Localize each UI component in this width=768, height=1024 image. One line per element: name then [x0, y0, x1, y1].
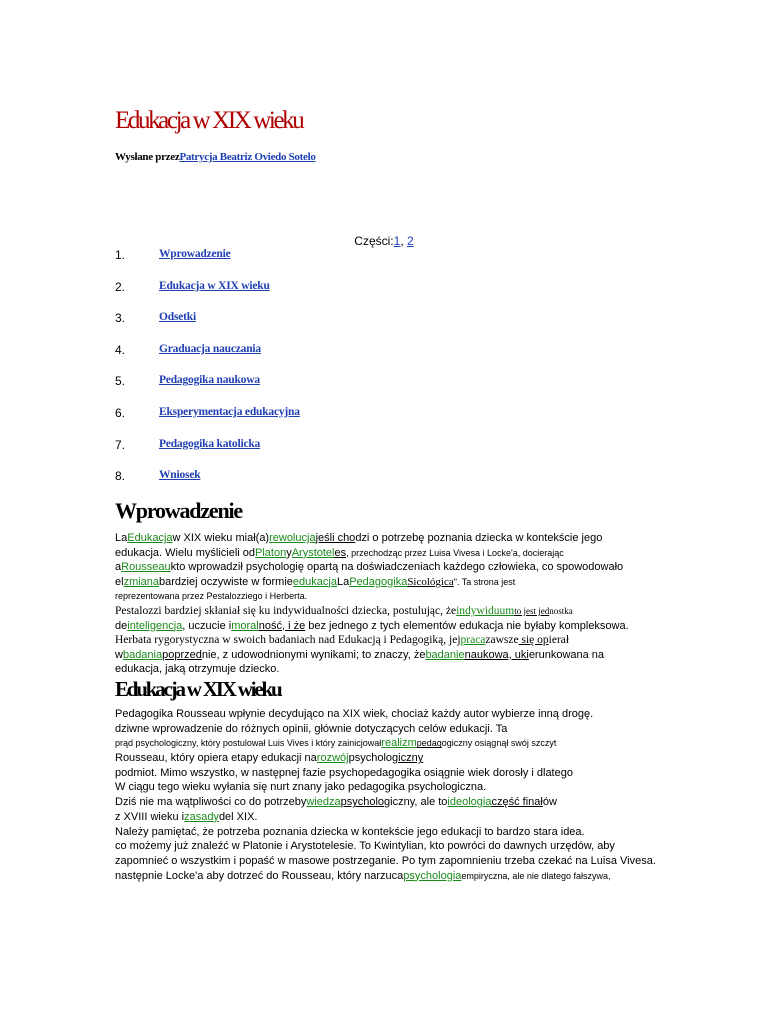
byline-prefix: Wysłane przez: [115, 151, 180, 163]
text-line: [115, 869, 675, 884]
link-inteligencja[interactable]: inteligencja: [127, 619, 183, 632]
toc-number: 4.: [115, 342, 126, 357]
document-title: Edukacja w XIX wieku: [115, 107, 303, 134]
text-run: dzi o potrzebę poznania dziecka w kontekście jego: [355, 532, 603, 544]
text-line: dziwne wprowadzenie do różnych opinii, głównie dotyczących celów edukacji. Ta: [115, 722, 508, 735]
toc-link-graduacja[interactable]: Graduacja nauczania: [159, 342, 261, 355]
text-run: erunkowana na: [528, 648, 605, 661]
text-run: La: [336, 575, 350, 588]
link-psychologia-2[interactable]: logia: [438, 869, 462, 882]
text-run: , uczucie i: [182, 619, 232, 632]
text-line: co możemy już znaleźć w Platonie i Arystotelesie. To Kwintylian, kto powróci do dawnych urzędów, aby: [115, 840, 615, 853]
link-rousseau[interactable]: Rousseau: [121, 561, 171, 574]
text-line: [115, 751, 675, 766]
toc-link-edukacja[interactable]: Edukacja w XIX wieku: [159, 279, 270, 292]
section-heading-edukacja: Edukacja w XIX wieku: [115, 677, 281, 701]
text-run: empiryczna, ale nie dlatego fałszywa,: [461, 870, 611, 881]
text-line: reprezentowana przez Pestalozziego i Herberta.: [115, 591, 308, 602]
text-line: [115, 795, 675, 810]
text-run: kto wprowadził psychologię opartą na doświadczeniach każdego człowieka, co spowodowało: [170, 561, 624, 574]
toc-number: 1.: [115, 248, 126, 262]
text-run: część finał: [491, 796, 543, 809]
text-run: bez jednego z tych elementów edukacja nie byłaby kompleksowa.: [305, 619, 629, 632]
toc-link-pedagogika-naukowa[interactable]: Pedagogika naukowa: [159, 374, 260, 387]
toc-link-pedagogika-katolicka[interactable]: Pedagogika katolicka: [159, 437, 261, 450]
link-moral[interactable]: moral: [231, 619, 259, 632]
text-run: psycholo: [340, 796, 385, 809]
text-line: [115, 619, 675, 634]
link-badanie[interactable]: badanie: [425, 648, 465, 661]
toc-link-wniosek[interactable]: Wniosek: [159, 469, 201, 482]
text-run: z XVIII wieku i: [115, 810, 185, 823]
text-run: La: [115, 532, 128, 544]
text-line: zapomnieć o wszystkim i popaść w masowe postrzeganie. Po tym zapomnieniu trzeba czekać na Luisa Vivesa.: [115, 854, 656, 867]
text-line: [115, 546, 675, 561]
text-line: edukacja, jaką otrzymuje dziecko.: [115, 663, 280, 676]
text-run: zawsze: [485, 634, 519, 647]
text-run: edukacja. Wielu myślicieli od: [115, 546, 255, 559]
text-run: giczny: [392, 752, 424, 765]
toc-link-odsetki[interactable]: Odsetki: [159, 311, 196, 324]
text-line: [115, 736, 675, 751]
section-edukacja-text: [115, 707, 675, 883]
text-run: ierał: [548, 634, 570, 647]
text-run: jeśli cho: [315, 532, 356, 544]
link-ideologia[interactable]: ideologia: [447, 796, 492, 809]
link-praca[interactable]: praca: [460, 634, 486, 647]
part-2-link[interactable]: 2: [407, 234, 414, 248]
text-run: prąd psychologiczny, który postulował Luis Vives i który zainicjował: [115, 738, 382, 749]
text-run: psycholo: [348, 752, 393, 765]
toc-number: 6.: [115, 405, 126, 420]
text-run: , przechodząc przez Luisa Vivesa i Locke'a, docierając: [346, 547, 564, 558]
text-run: ność, i że: [258, 619, 306, 632]
byline: [115, 151, 316, 163]
link-rewolucja[interactable]: rewolucja: [269, 532, 316, 544]
link-edukacja-2[interactable]: edukacja: [292, 575, 337, 588]
text-run: Dziś nie ma wątpliwości co do potrzeby: [115, 796, 307, 809]
text-run: Sicológica: [407, 575, 454, 588]
toc-number: 7.: [115, 437, 126, 452]
text-run: w: [115, 648, 123, 661]
section-wprowadzenie-text: [115, 531, 675, 677]
parts-label: Części:: [354, 234, 394, 248]
link-edukacja[interactable]: Edukacja: [127, 532, 173, 544]
text-line: [115, 648, 675, 663]
link-arystoteles[interactable]: Arystotel: [291, 546, 335, 559]
author-link[interactable]: Patrycja Beatriz Oviedo Sotelo: [179, 151, 316, 163]
text-run: nostka: [549, 605, 573, 616]
link-indywiduum[interactable]: indywiduum: [456, 604, 515, 617]
text-run: bardziej oczywiste w formie: [159, 575, 293, 588]
text-line: [115, 633, 675, 648]
toc-number: 3.: [115, 311, 126, 326]
text-line: [115, 810, 675, 825]
text-run: giczny, ale to: [384, 796, 448, 809]
text-run: y: [286, 546, 292, 559]
text-run: de: [115, 619, 128, 632]
part-1-link[interactable]: 1: [393, 234, 401, 248]
text-run: naukowa, uki: [464, 648, 529, 661]
text-line: [115, 531, 675, 546]
text-run: ów: [542, 796, 557, 809]
text-run: w XIX wieku miał(a): [172, 532, 270, 544]
toc-number: 2.: [115, 279, 126, 294]
link-zmiana[interactable]: zmiana: [123, 575, 160, 588]
link-psychologia[interactable]: psycho: [403, 869, 439, 882]
link-badania[interactable]: badania: [122, 648, 163, 661]
text-run: a: [115, 561, 122, 574]
text-line: [115, 575, 675, 590]
link-platon[interactable]: Platon: [255, 546, 287, 559]
link-rozwoj[interactable]: rozwój: [316, 752, 349, 765]
section-heading-wprowadzenie: Wprowadzenie: [115, 498, 242, 523]
text-line: Należy pamiętać, że potrzeba poznania dziecka w kontekście jego edukacji to bardzo stara idea.: [115, 825, 585, 838]
text-run: Rousseau, który opiera etapy edukacji na: [115, 752, 317, 765]
toc-link-eksperymentacja[interactable]: Eksperymentacja edukacyjna: [159, 405, 300, 418]
text-run: się op: [518, 634, 549, 647]
text-run: nie, z udowodnionymi wynikami; to znaczy, że: [201, 648, 426, 661]
text-run: ogiczny osiągnął swój szczyt: [441, 738, 557, 749]
text-run: Herbata rygorystyczna w swoich badaniach nad Edukacją i Pedagogiką, jej: [115, 634, 461, 647]
toc-number: 8.: [115, 469, 126, 484]
text-run: to jest jed: [514, 605, 550, 616]
text-line: [115, 560, 675, 575]
link-zasady[interactable]: zasady: [184, 810, 219, 823]
link-pedagogika[interactable]: Pedagogika: [349, 575, 408, 588]
toc-number: 5.: [115, 374, 126, 389]
text-run: poprzed: [162, 648, 202, 661]
text-line: podmiot. Mimo wszystko, w następnej fazie psychopedagogika osiągnie wiek dorosły i dlatego: [115, 766, 573, 779]
text-line: Pedagogika Rousseau wpłynie decydująco na XIX wiek, chociaż każdy autor wybierze inną drogę.: [115, 708, 594, 720]
parts-nav: Części:1, 2: [354, 234, 414, 248]
text-run: pedag: [416, 738, 442, 749]
text-line: W ciągu tego wieku wyłania się nurt znany jako pedagogika psychologiczna.: [115, 781, 487, 794]
toc-link-wprowadzenie[interactable]: Wprowadzenie: [159, 248, 231, 260]
link-wiedza[interactable]: wiedza: [306, 796, 341, 809]
link-realizm[interactable]: realizm: [381, 737, 417, 750]
text-line: [115, 604, 675, 619]
text-run: ". Ta strona jest: [453, 576, 516, 587]
text-run: Pestalozzi bardziej skłaniał się ku indywidualności dziecka, postulując, że: [115, 604, 457, 617]
text-run: następnie Locke'a aby dotrzeć do Rousseau, który narzuca: [115, 869, 404, 882]
text-run: es: [334, 546, 347, 559]
text-run: el: [115, 575, 124, 588]
text-run: del XIX.: [218, 810, 258, 823]
